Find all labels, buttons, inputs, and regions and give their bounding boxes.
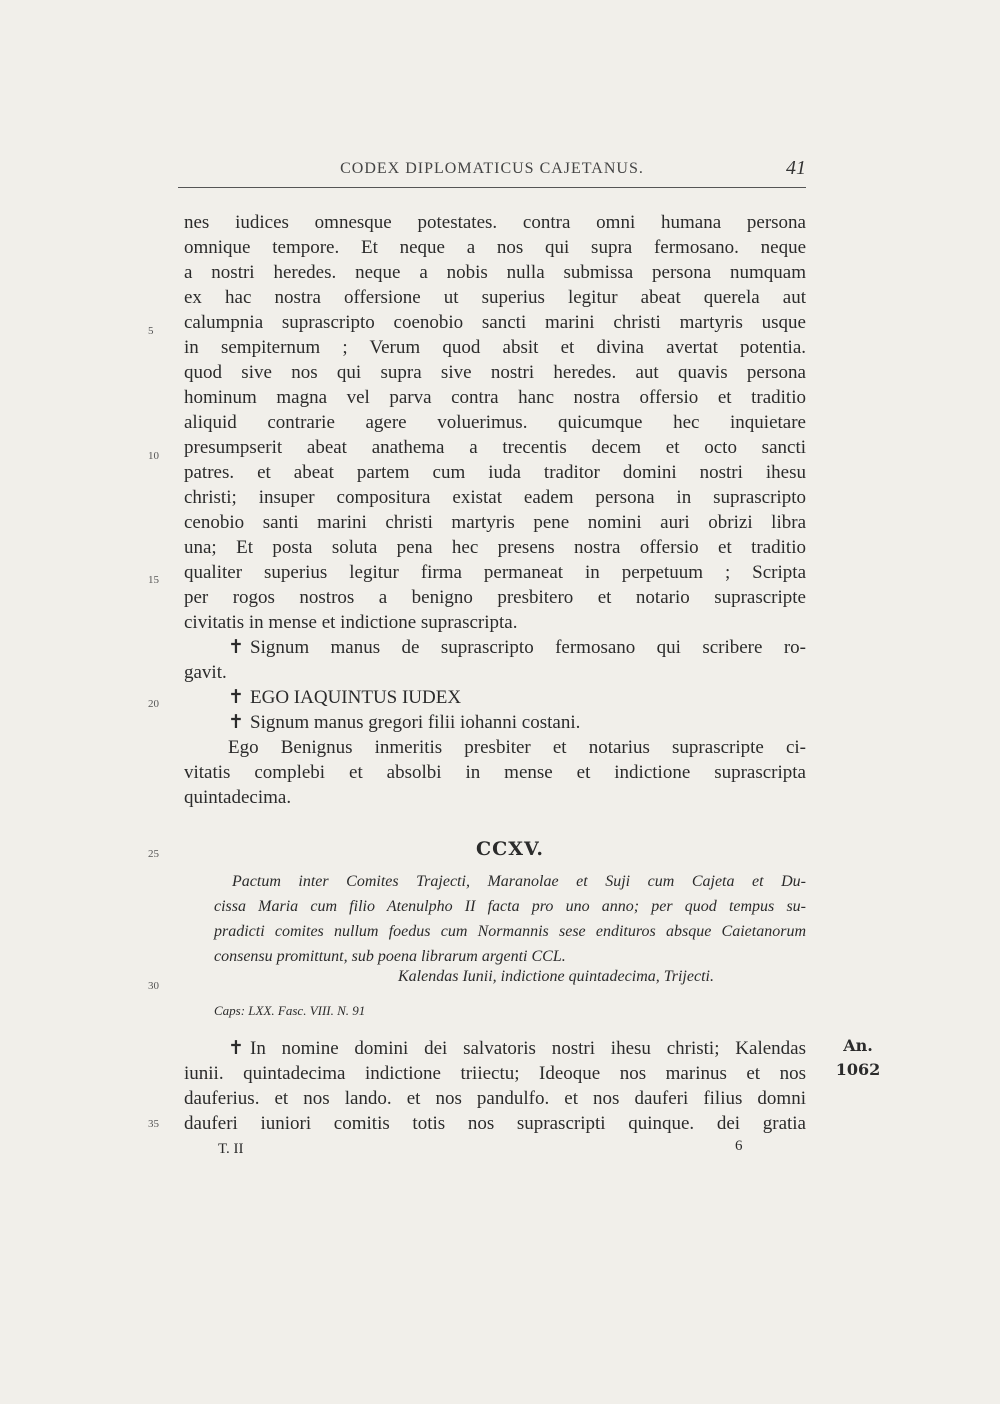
signature-text: Signum manus gregori filii iohanni costani. [250,712,581,733]
body-line: qualiter superius legitur firma permaneat in perpetuum ; Scripta [184,562,806,583]
body-line: nes iudices omnesque potestates. contra omni humana persona [184,212,806,233]
line-number: 5 [148,325,154,337]
body-line: calumpnia suprascripto coenobio sancti marini christi martyris usque [184,312,806,333]
body-line: hominum magna vel parva contra hanc nostra offersio et traditio [184,387,806,408]
signature-judge [228,686,850,710]
charter-line: dauferi iuniori comitis totis nos suprascripti quinque. dei gratia [184,1113,806,1134]
notary-line: quintadecima. [184,787,292,808]
margin-year-label: An. [843,1036,873,1055]
summary-line: consensu promittunt, sub poena librarum argenti CCL. [214,948,566,965]
header-rule [178,187,806,188]
footer-signature: T. II [218,1141,244,1157]
document-number: CCXV. [475,838,545,860]
body-line: omnique tempore. Et neque a nos qui supra fermosano. neque [184,237,806,258]
body-line: una; Et posta soluta pena hec presens nostra offersio et traditio [184,537,806,558]
body-line: civitatis in mense et indictione suprascripta. [184,612,518,633]
signature-text: EGO IAQUINTUS IUDEX [250,687,462,708]
notary-line: vitatis complebi et absolbi in mense et indictione suprascripta [184,762,806,783]
line-number: 35 [148,1118,159,1130]
line-number: 15 [148,574,159,586]
body-line: aliquid contrarie agere voluerimus. quicumque hec inquietare [184,412,806,433]
cross-icon: ✝ [228,712,244,733]
date-line: Kalendas Iunii, indictione quintadecima, Trijecti. [398,968,714,985]
page-number: 41 [786,157,806,179]
charter-line: iunii. quintadecima indictione triiectu; Ideoque nos marinus et nos [184,1063,806,1084]
line-number: 30 [148,980,159,992]
signature-gregori [228,711,850,735]
page-header [178,157,806,184]
signature-fermosano [228,636,806,660]
charter-text: In nomine domini dei salvatoris nostri ihesu christi; Kalendas [250,1038,806,1059]
body-line: quod sive nos qui supra sive nostri heredes. aut quavis persona [184,362,806,383]
summary-line: Pactum inter Comites Trajecti, Maranolae et Suji cum Cajeta et Du- [232,873,806,890]
body-line: ex hac nostra offersione ut superius legitur abeat querela aut [184,287,806,308]
cross-icon: ✝ [228,1038,244,1059]
line-number: 10 [148,450,159,462]
summary-line: cissa Maria cum filio Atenulpho II facta pro uno anno; per quod tempus su- [214,898,806,915]
body-line: patres. et abeat partem cum iuda traditor domini nostri ihesu [184,462,806,483]
charter-line [228,1037,806,1061]
line-number: 20 [148,698,159,710]
line-number: 25 [148,848,159,860]
body-line: presumpserit abeat anathema a trecentis decem et octo sancti [184,437,806,458]
notary-line: Ego Benignus inmeritis presbiter et notarius suprascripte ci- [228,737,806,758]
running-title: CODEX DIPLOMATICUS CAJETANUS. [340,160,644,177]
body-line: cenobio santi marini christi martyris pene nomini auri obrizi libra [184,512,806,533]
cross-icon: ✝ [228,687,244,708]
footer-sheet-number: 6 [735,1138,743,1154]
body-line: christi; insuper compositura existat eadem persona in suprascripto [184,487,806,508]
body-line: a nostri heredes. neque a nobis nulla submissa persona numquam [184,262,806,283]
body-line: per rogos nostros a benigno presbitero et notario suprascripte [184,587,806,608]
signature-text: Signum manus de suprascripto fermosano qui scribere ro- [250,637,806,658]
body-line: in sempiternum ; Verum quod absit et divina avertat potentia. [184,337,806,358]
cross-icon: ✝ [228,637,244,658]
charter-line: dauferius. et nos lando. et nos pandulfo. et nos dauferi filius domni [184,1088,806,1109]
summary-line: pradicti comites nullum foedus cum Normannis sese endituros absque Caietanorum [214,923,806,940]
margin-year: 1062 [835,1060,881,1079]
archive-reference: Caps: LXX. Fasc. VIII. N. 91 [214,1003,366,1018]
signature-fermosano-cont: gavit. [184,662,227,683]
